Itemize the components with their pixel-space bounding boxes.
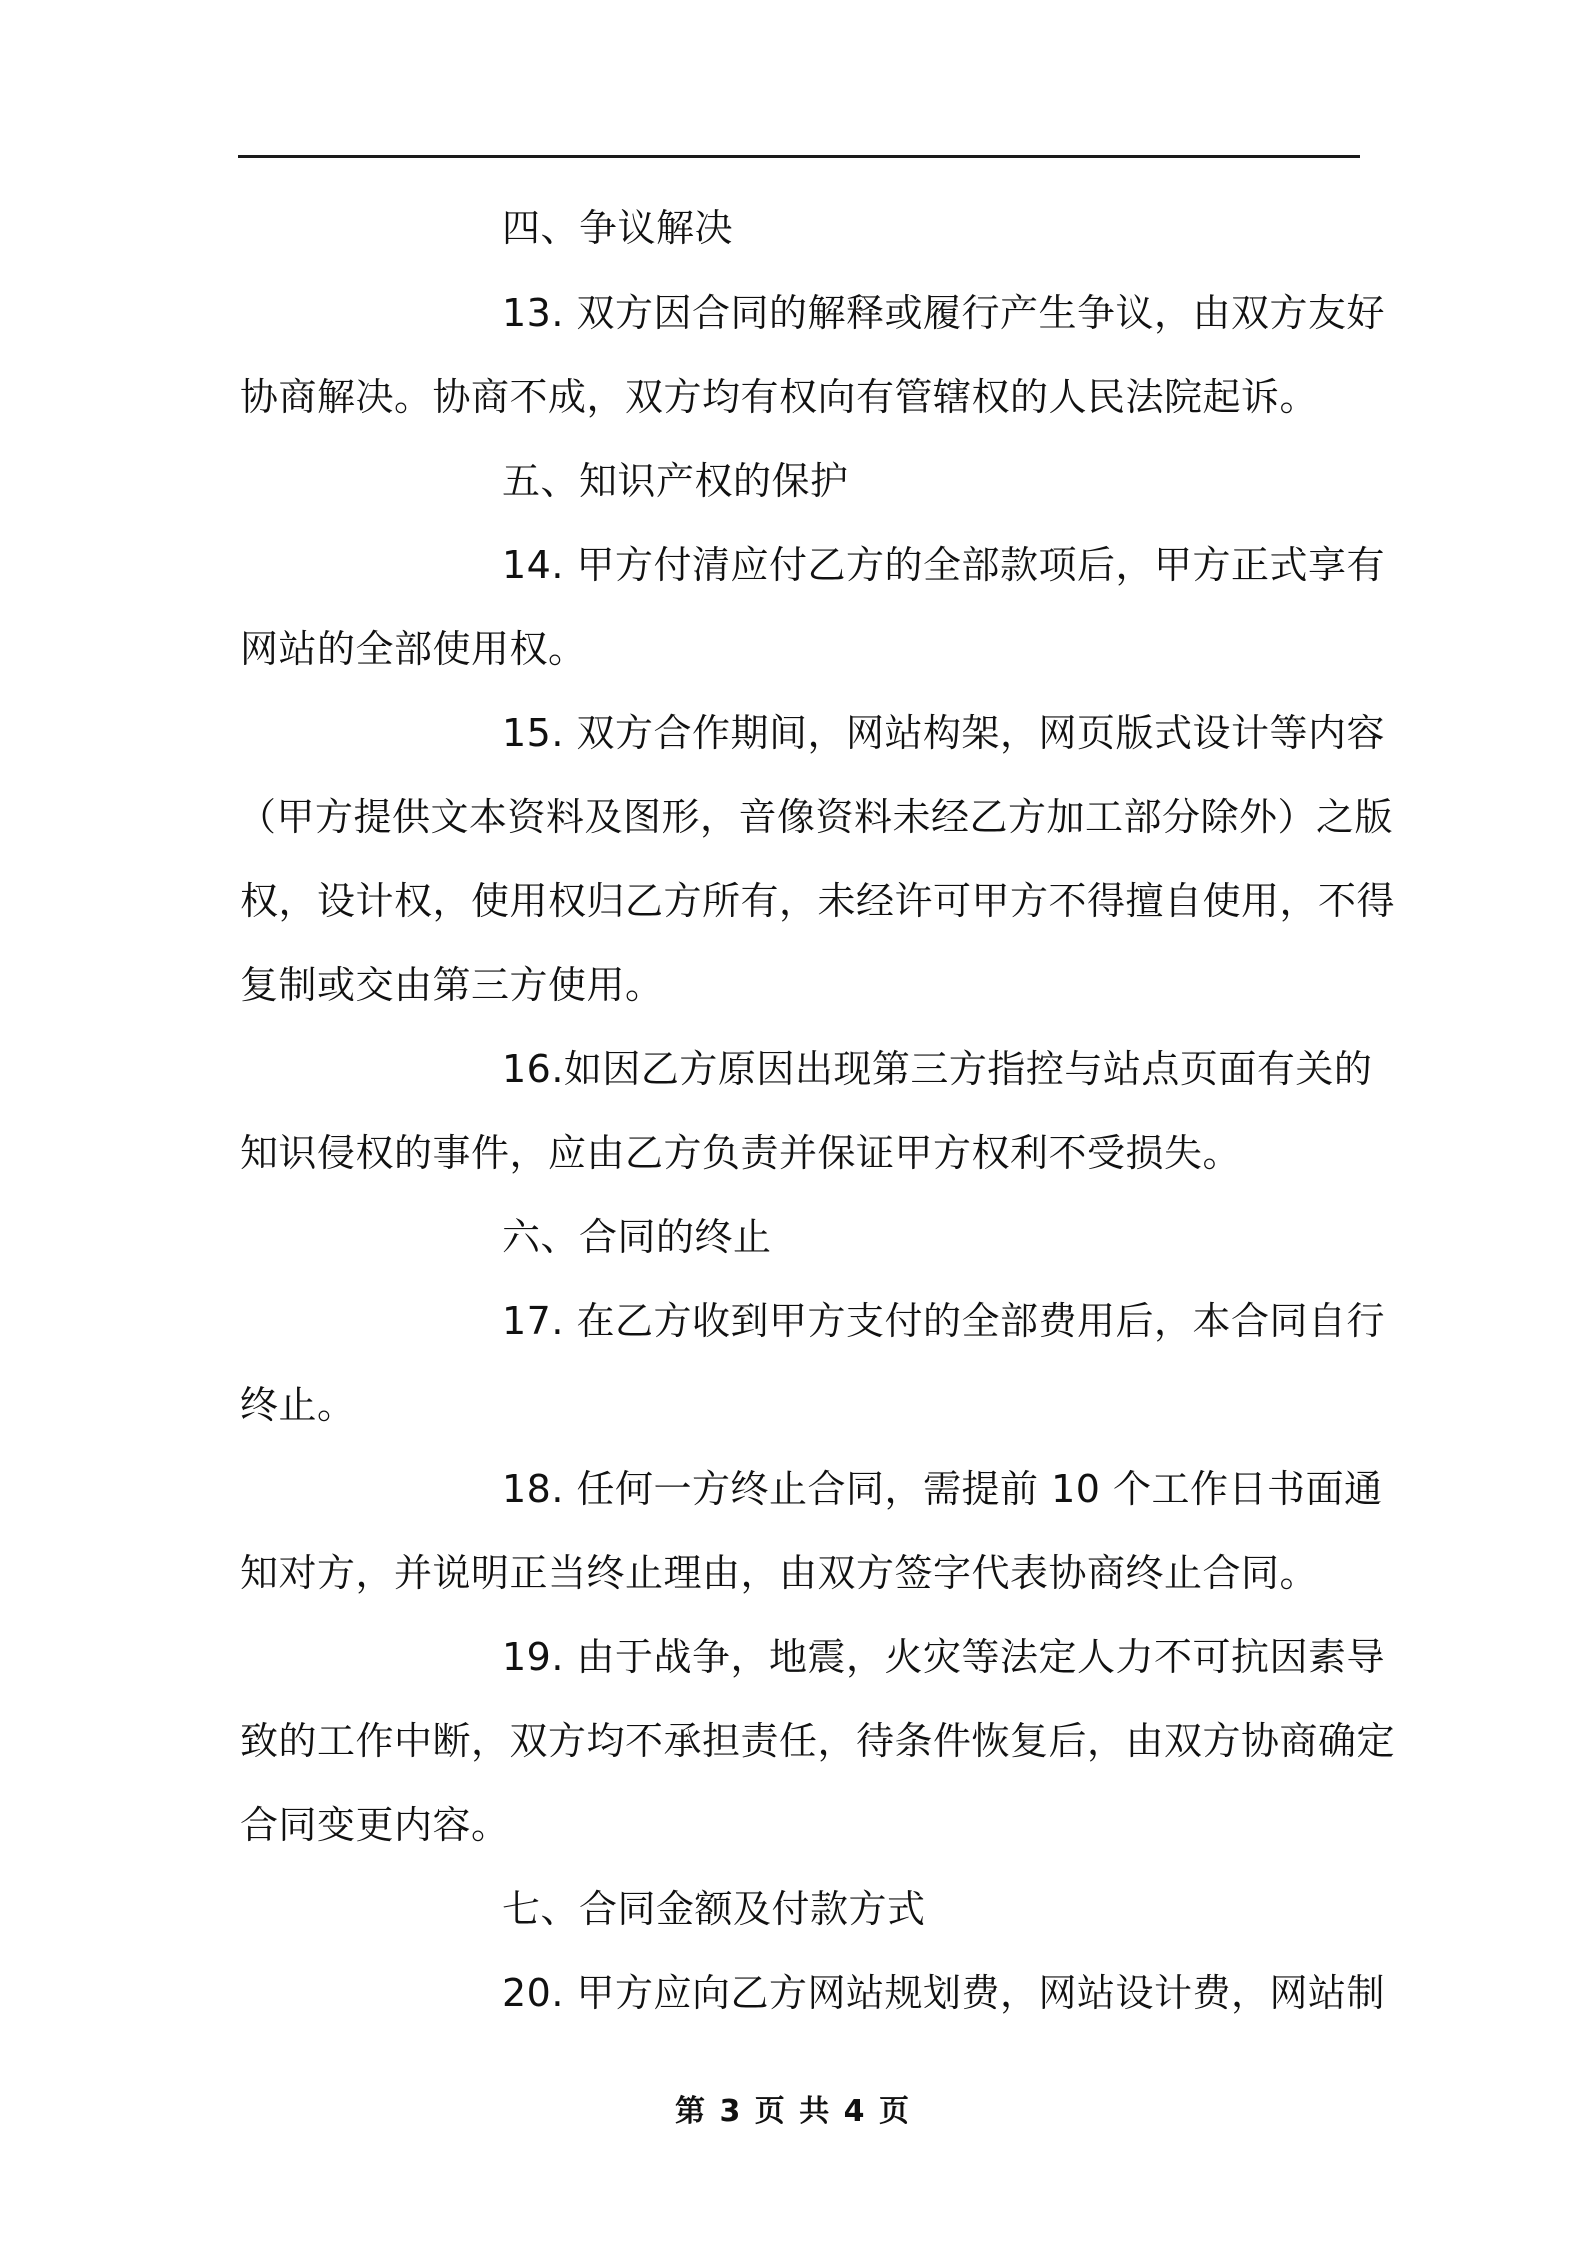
clause-19-line-1: 19. 由于战争，地震，火灾等法定人力不可抗因素导	[502, 1635, 1386, 1679]
clause-18-line-2: 知对方，并说明正当终止理由，由双方签字代表协商终止合同。	[240, 1551, 1319, 1595]
header-rule	[238, 155, 1360, 158]
clause-15-line-1: 15. 双方合作期间，网站构架，网页版式设计等内容	[502, 711, 1386, 755]
clause-15-line-3: 权，设计权，使用权归乙方所有，未经许可甲方不得擅自使用，不得	[240, 879, 1396, 923]
clause-20-line-1: 20. 甲方应向乙方网站规划费，网站设计费，网站制	[502, 1971, 1386, 2015]
clause-14-line-1: 14. 甲方付清应付乙方的全部款项后，甲方正式享有	[502, 543, 1386, 587]
clause-13-line-2: 协商解决。协商不成，双方均有权向有管辖权的人民法院起诉。	[240, 375, 1319, 419]
clause-18-line-1: 18. 任何一方终止合同，需提前 10 个工作日书面通	[502, 1467, 1383, 1511]
clause-17-line-2: 终止。	[240, 1383, 356, 1427]
section-heading-6: 六、合同的终止	[502, 1215, 772, 1259]
clause-19-line-2: 致的工作中断，双方均不承担责任，待条件恢复后，由双方协商确定	[240, 1719, 1396, 1763]
clause-19-line-3: 合同变更内容。	[240, 1803, 510, 1847]
section-heading-5: 五、知识产权的保护	[502, 459, 849, 503]
clause-16-line-2: 知识侵权的事件，应由乙方负责并保证甲方权利不受损失。	[240, 1131, 1242, 1175]
clause-16-line-1: 16.如因乙方原因出现第三方指控与站点页面有关的	[502, 1047, 1373, 1091]
clause-15-line-4: 复制或交由第三方使用。	[240, 963, 664, 1007]
clause-13-line-1: 13. 双方因合同的解释或履行产生争议，由双方友好	[502, 291, 1386, 335]
clause-15-line-2: （甲方提供文本资料及图形，音像资料未经乙方加工部分除外）之版	[238, 795, 1394, 839]
section-heading-4: 四、争议解决	[502, 206, 734, 250]
page-number-footer: 第 3 页 共 4 页	[675, 2094, 911, 2129]
section-heading-7: 七、合同金额及付款方式	[502, 1887, 926, 1931]
clause-14-line-2: 网站的全部使用权。	[240, 627, 587, 671]
clause-17-line-1: 17. 在乙方收到甲方支付的全部费用后，本合同自行	[502, 1299, 1386, 1343]
